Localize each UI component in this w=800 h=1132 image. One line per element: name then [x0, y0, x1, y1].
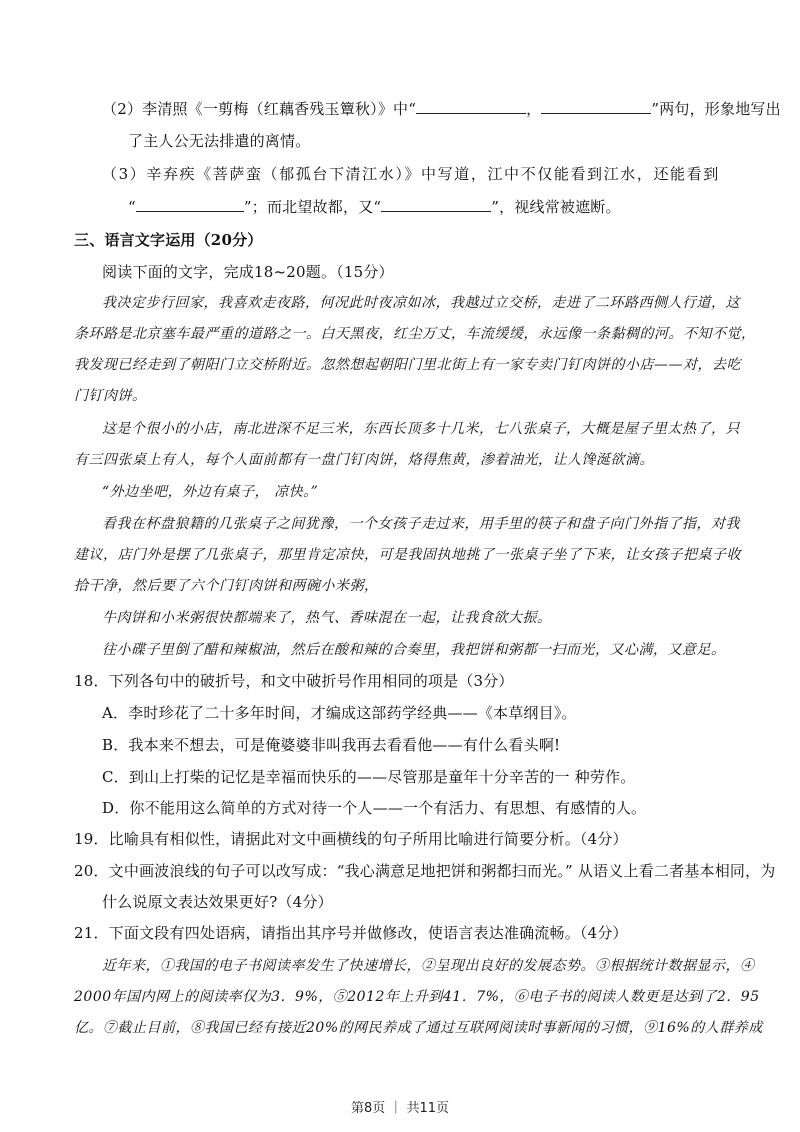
- q18-option-b: B．我本来不想去，可是俺婆婆非叫我再去看看他——有什么看头啊!: [102, 736, 561, 754]
- q2-text-b: ，: [526, 100, 542, 118]
- q3-text-b: ”；而北望故都，又“: [243, 198, 382, 216]
- passage-line: “外边坐吧，外边有桌子， 凉快。”: [102, 484, 319, 500]
- passage-line: 拾干净，然后要了六个门钉肉饼和两碗小米粥，: [74, 578, 379, 594]
- fill-blank[interactable]: [381, 197, 491, 212]
- q2-text-a: （2）李清照《一剪梅（红藕香残玉簟秋）》中“: [102, 100, 417, 118]
- q20-line-1: 20．文中画波浪线的句子可以改写成：“我心满意足地把饼和粥都扫而光。” 从语义上看二者基本相同，为: [74, 862, 776, 880]
- page-footer: 第8页 ｜ 共11页: [350, 1101, 450, 1116]
- q21-text-line: 近年来，①我国的电子书阅读率发生了快速增长，②呈现出良好的发展态势。③根据统计数据显示，④: [102, 958, 755, 974]
- fill-blank[interactable]: [136, 197, 244, 212]
- q19-stem: 19．比喻具有相似性，请据此对文中画横线的句子所用比喻进行简要分析。（4分）: [74, 830, 628, 848]
- q3-line-2: [0, 197, 800, 217]
- passage-line: 这是个很小的小店，南北进深不足三米，东西长顶多十几米，七八张桌子，大概是屋子里太热了，只: [102, 421, 740, 437]
- q18-option-a: A．李时珍花了二十多年时间，才编成这部药学经典——《本草纲目》。: [102, 704, 577, 722]
- q18-option-d: D．你不能用这么简单的方式对待一个人——一个有活力、有思想、有感情的人。: [102, 799, 647, 817]
- passage-line: 往小碟子里倒了醋和辣椒油，然后在酸和辣的合奏里，我把饼和粥都一扫而光，又心满，又意足。: [102, 642, 726, 658]
- q21-text-line: 2000年国内网上的阅读率仅为3．9%，⑤2012年上升到41．7%，⑥电子书的阅读人数更是达到了2．95: [74, 989, 760, 1005]
- q18-option-c: C．到山上打柴的记忆是幸福而快乐的——尽管那是童年十分辛苦的一 种劳作。: [102, 768, 636, 786]
- q3-text-a: “: [128, 198, 136, 216]
- q2-line-1: [0, 99, 800, 119]
- passage-line: 我决定步行回家，我喜欢走夜路，何况此时夜凉如冰，我越过立交桥，走进了二环路西侧人行道，这: [102, 295, 740, 311]
- q20-line-2: 什么说原文表达效果更好?（4分）: [102, 893, 333, 911]
- fill-blank[interactable]: [541, 99, 651, 114]
- q3-text-c: ”，视线常被遮断。: [491, 198, 621, 216]
- q21-text-line: 亿。⑦截止目前，⑧我国已经有接近20%的网民养成了通过互联网阅读时事新闻的习惯，⑨16%的人群养成: [74, 1020, 763, 1036]
- passage-line: 看我在杯盘狼籍的几张桌子之间犹豫，一个女孩子走过来，用手里的筷子和盘子向门外指了指，对我: [102, 516, 740, 532]
- passage-line: 条环路是北京塞车最严重的道路之一。白天黑夜，红尘万丈，车流缓缓，永远像一条黏稠的河。不知不觉，: [74, 326, 756, 342]
- section-title: 三、语言文字运用（20分）: [74, 231, 263, 249]
- q2-text-c: ”两句，形象地写出: [651, 100, 781, 118]
- passage-line: 有三四张桌上有人，每个人面前都有一盘门钉肉饼，烙得焦黄，渗着油光，让人馋涎欲滴。: [74, 452, 654, 468]
- q21-stem: 21．下面文段有四处语病，请指出其序号并做修改，使语言表达准确流畅。（4分）: [74, 924, 628, 942]
- q18-stem: 18．下列各句中的破折号，和文中破折号作用相同的项是（3分）: [74, 672, 514, 690]
- passage-line: 门钉肉饼。: [74, 388, 147, 404]
- reading-intro: 阅读下面的文字，完成18~20题。（15分）: [102, 263, 394, 281]
- q2-line-2: 了主人公无法排遣的离情。: [128, 132, 311, 150]
- fill-blank[interactable]: [416, 99, 526, 114]
- passage-line: 牛肉饼和小米粥很快都端来了，热气、香味混在一起，让我食欲大振。: [102, 610, 552, 626]
- q3-line-1: （3）辛弃疾《菩萨蛮（郁孤台下清江水）》中写道，江中不仅能看到江水，还能看到: [102, 165, 720, 183]
- passage-line: 我发现已经走到了朝阳门立交桥附近。忽然想起朝阳门里北街上有一家专卖门钉肉饼的小店——对，去吃: [74, 357, 741, 373]
- passage-line: 建议，店门外是摆了几张桌子，那里肯定凉快，可是我固执地挑了一张桌子坐了下来，让女孩子把桌子收: [74, 547, 741, 563]
